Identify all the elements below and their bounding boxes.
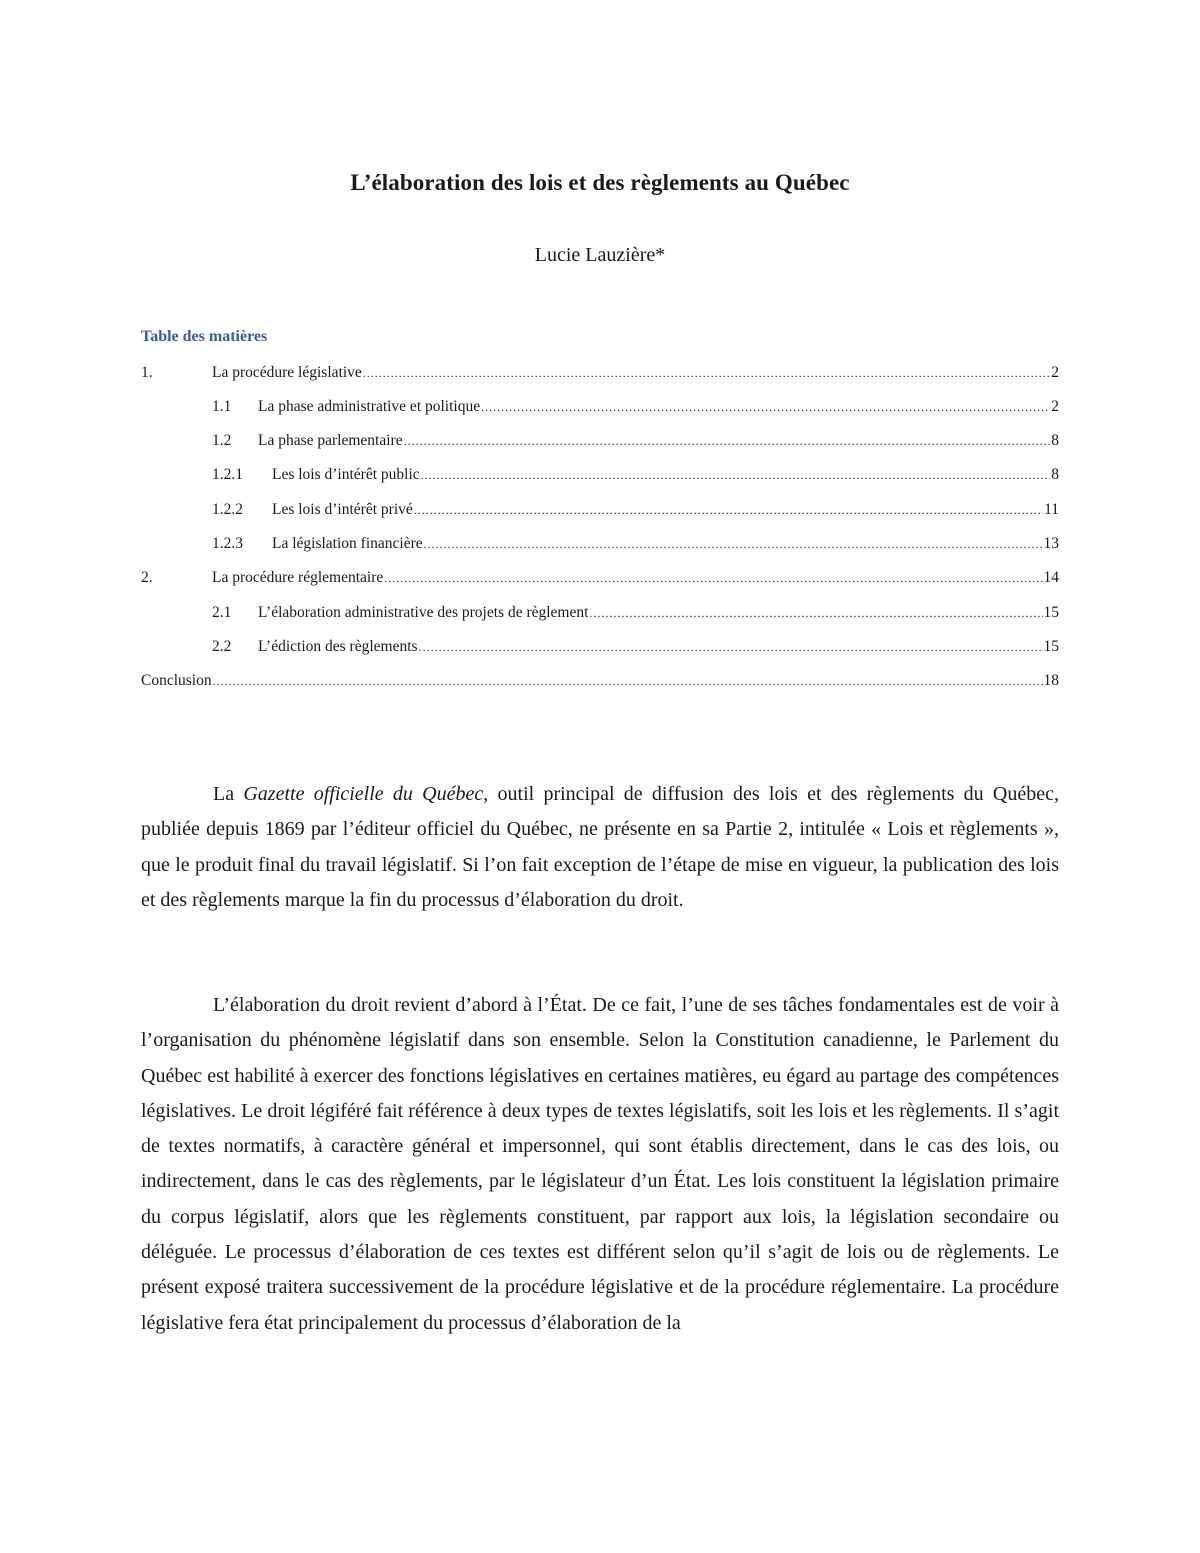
toc-entry-label: La phase parlementaire bbox=[258, 432, 403, 449]
toc-leader bbox=[419, 640, 1043, 655]
toc-entry-label: La procédure législative bbox=[212, 364, 362, 381]
toc-entry-1-2[interactable] bbox=[212, 432, 1059, 454]
toc-entry-2-2[interactable] bbox=[212, 638, 1059, 660]
toc-entry-number: 1.2 bbox=[212, 432, 232, 449]
toc-entry-page: 15 bbox=[1043, 638, 1059, 655]
toc-entry-page: 11 bbox=[1044, 501, 1059, 518]
toc-entry-1-2-2[interactable] bbox=[212, 501, 1059, 523]
toc-leader bbox=[481, 400, 1050, 415]
toc-entry-page: 8 bbox=[1051, 432, 1059, 449]
toc-leader bbox=[589, 606, 1042, 621]
toc-entry-page: 13 bbox=[1043, 535, 1059, 552]
toc-leader bbox=[363, 366, 1050, 381]
toc-entry-number: 1. bbox=[141, 364, 153, 381]
publication-title: Gazette officielle du Québec bbox=[243, 783, 484, 805]
toc-entry-label: Les lois d’intérêt public bbox=[272, 466, 420, 483]
toc-entry-1-2-1[interactable] bbox=[212, 466, 1059, 488]
toc-entry-1[interactable] bbox=[141, 364, 1059, 386]
toc-entry-page: 18 bbox=[1043, 672, 1059, 689]
toc-entry-page: 2 bbox=[1051, 398, 1059, 415]
toc-entry-label: Les lois d’intérêt privé bbox=[272, 501, 413, 518]
toc-leader bbox=[404, 434, 1051, 449]
toc-entry-conclusion[interactable] bbox=[141, 672, 1059, 694]
toc-leader bbox=[424, 537, 1043, 552]
toc-entry-label: L’édiction des règlements bbox=[258, 638, 418, 655]
body-text: , outil principal de diffusion des lois et des règlements du Québec, publiée depuis 1869 par l’éditeur officiel du Québec, ne présente en sa Partie 2, intitulée « Lois et règlements », que le produit final du travail législatif. Si l’on fait exception de l’étape de mise en vigueur, la publication des lois et des règlements marque la fin du processus d’élaboration du droit. bbox=[141, 783, 1060, 911]
toc-entry-label: La législation financière bbox=[272, 535, 423, 552]
body-text: La bbox=[213, 783, 244, 805]
toc-entry-number: 2.2 bbox=[212, 638, 232, 655]
toc-entry-1-2-3[interactable] bbox=[212, 535, 1059, 557]
body-paragraph-2: L’élaboration du droit revient d’abord à l’État. De ce fait, l’une de ses tâches fondamentales est de voir à l’organisation du phénomène législatif dans son ensemble. Selon la Constitution canadienne, le Parlement du Québec est habilité à exercer des fonctions législatives en certaines matières, eu égard au partage des compétences législatives. Le droit légiféré fait référence à deux types de textes législatifs, soit les lois et les règlements. Il s’agit de textes normatifs, à caractère général et impersonnel, qui sont établis directement, dans le cas des lois, ou indirectement, dans le cas des règlements, par le législateur d’un État. Les lois constituent la législation primaire du corpus législatif, alors que les règlements constituent, par rapport aux lois, la législation secondaire ou déléguée. Le processus d’élaboration de ces textes est différent selon qu’il s’agit de lois ou de règlements. Le présent exposé traitera successivement de la procédure législative et de la procédure réglementaire. La procédure législative fera état principalement du processus d’élaboration de la bbox=[141, 994, 1059, 1334]
toc-entry-number: 1.2.2 bbox=[212, 501, 243, 518]
toc-leader bbox=[421, 468, 1051, 483]
toc-entry-page: 15 bbox=[1043, 604, 1059, 621]
toc-entry-page: 14 bbox=[1043, 569, 1059, 586]
document-author: Lucie Lauzière* bbox=[534, 244, 666, 266]
toc-entry-label: Conclusion bbox=[141, 672, 212, 689]
toc-entry-2-1[interactable] bbox=[212, 604, 1059, 626]
toc-heading: Table des matières bbox=[141, 328, 268, 345]
toc-entry-1-1[interactable] bbox=[212, 398, 1059, 420]
toc-entry-label: L’élaboration administrative des projets de règlement bbox=[258, 604, 589, 621]
toc-entry-number: 2.1 bbox=[212, 604, 232, 621]
toc-leader bbox=[384, 571, 1042, 586]
toc-entry-page: 2 bbox=[1051, 364, 1059, 381]
toc-entry-number: 2. bbox=[141, 569, 153, 586]
toc-entry-number: 1.2.1 bbox=[212, 466, 243, 483]
toc-entry-label: La phase administrative et politique bbox=[258, 398, 481, 415]
toc-entry-number: 1.1 bbox=[212, 398, 232, 415]
body-paragraph-1 bbox=[141, 777, 1059, 918]
toc-entry-label: La procédure réglementaire bbox=[212, 569, 384, 586]
toc-entry-page: 8 bbox=[1051, 466, 1059, 483]
toc-leader bbox=[414, 503, 1043, 518]
toc-entry-number: 1.2.3 bbox=[212, 535, 243, 552]
document-title: L’élaboration des lois et des règlements au Québec bbox=[350, 170, 850, 195]
toc-entry-2[interactable] bbox=[141, 569, 1059, 591]
toc-leader bbox=[213, 674, 1043, 689]
